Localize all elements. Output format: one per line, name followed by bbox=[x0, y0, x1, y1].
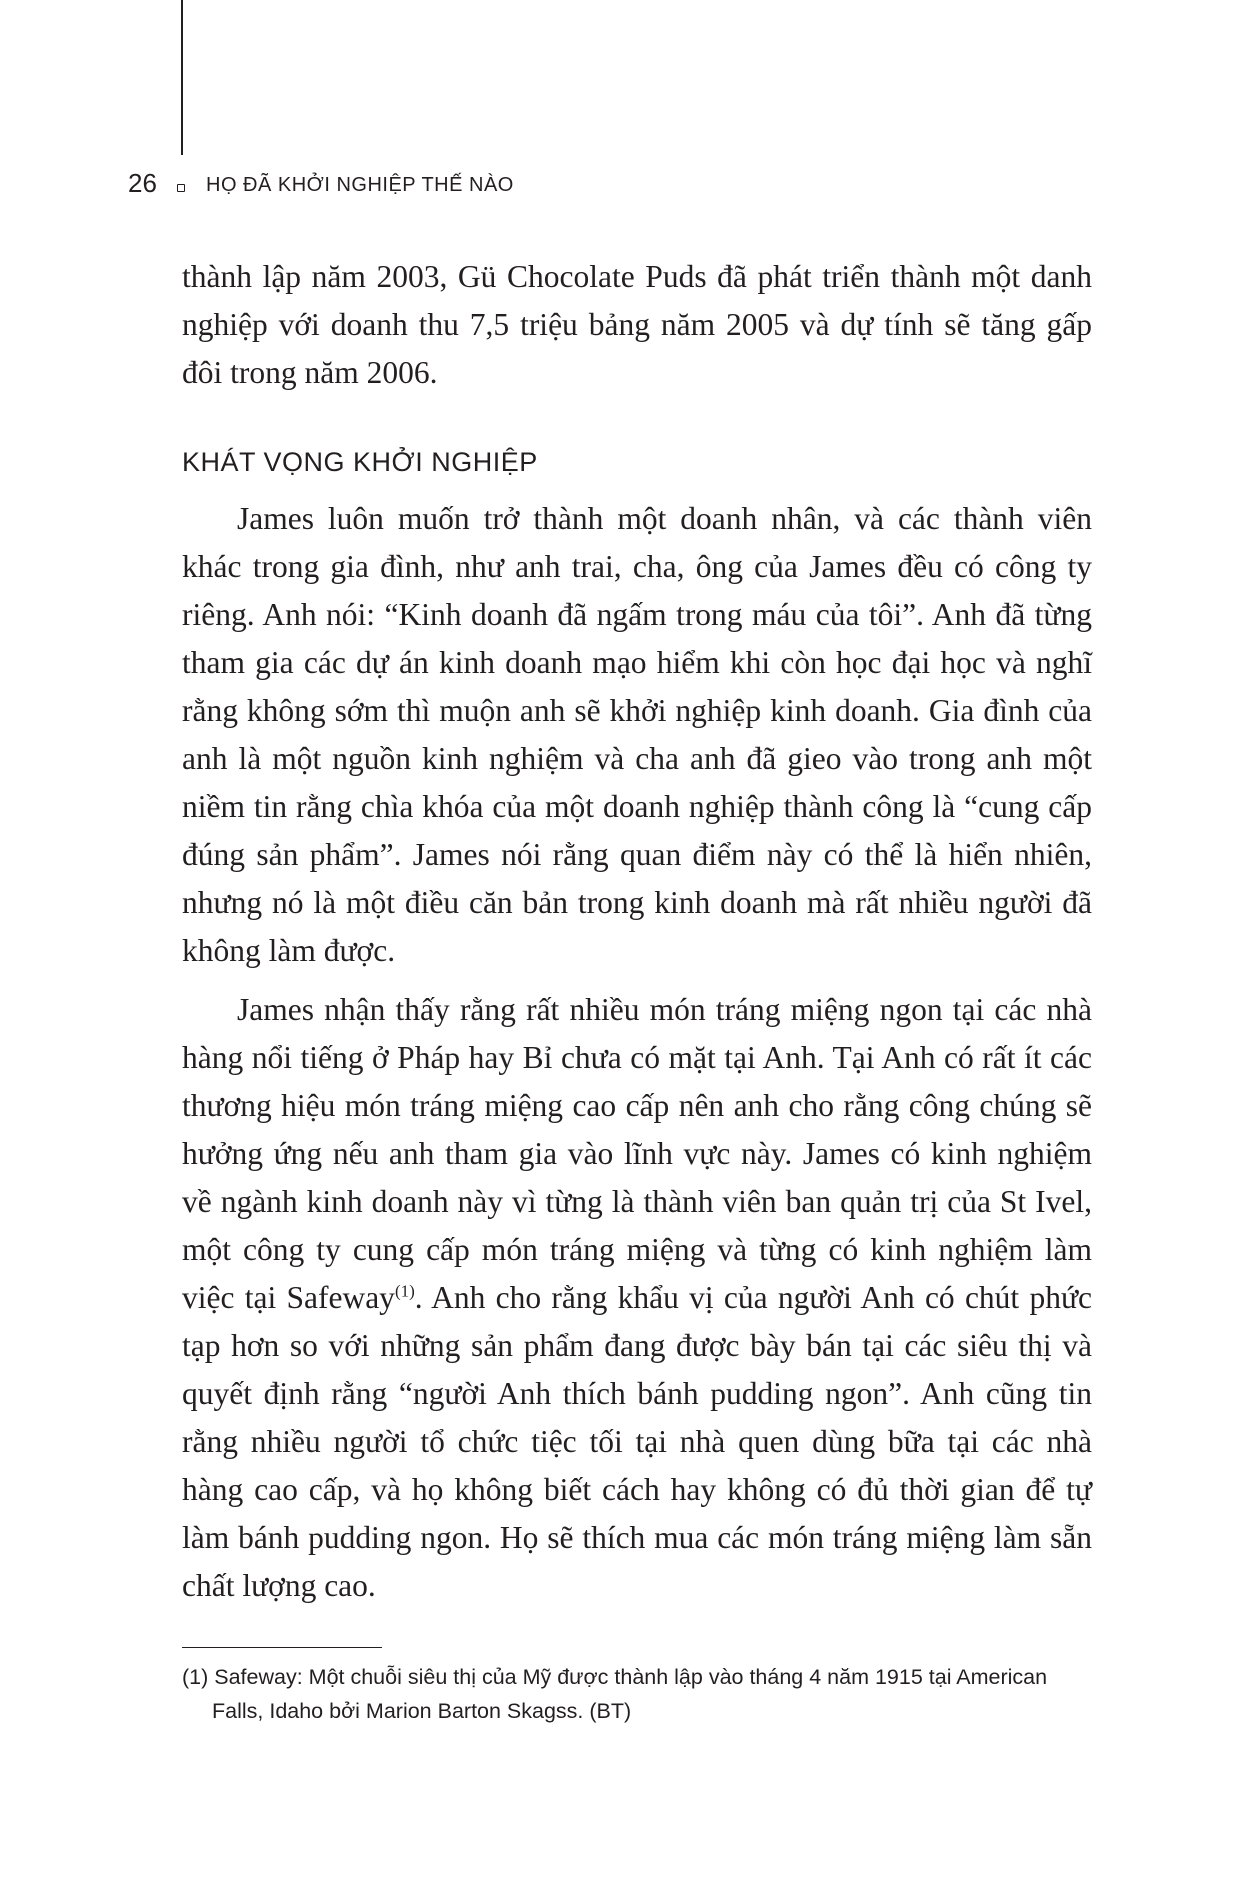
paragraph-2-text-b: . Anh cho rằng khẩu vị của người Anh có chút phức tạp hơn so với những sản phẩm đang được bày bán tại các siêu thị và quyết định rằng “người Anh thích bánh pudding ngon”. Anh cũng tin rằng nhiều người tổ chức tiệc tối tại nhà quen dùng bữa tại các nhà hàng cao cấp, và họ không biết cách hay không có đủ thời gian để tự làm bánh pudding ngon. Họ sẽ thích mua các món tráng miệng làm sẵn chất lượng cao. bbox=[182, 1280, 1092, 1603]
footnote: (1) Safeway: Một chuỗi siêu thị của Mỹ được thành lập vào tháng 4 năm 1915 tại American Falls, Idaho bởi Marion Barton Skagss. (BT) bbox=[182, 1665, 1048, 1723]
paragraph-2 bbox=[182, 986, 1092, 1610]
intro-paragraph: thành lập năm 2003, Gü Chocolate Puds đã phát triển thành một danh nghiệp với doanh thu 7,5 triệu bảng năm 2005 và dự tính sẽ tăng gấp đôi trong năm 2006. bbox=[182, 259, 1092, 390]
footnote-divider bbox=[182, 1647, 382, 1648]
paragraph-2-text-a: James nhận thấy rằng rất nhiều món tráng miệng ngon tại các nhà hàng nổi tiếng ở Pháp hay Bỉ chưa có mặt tại Anh. Tại Anh có rất ít các thương hiệu món tráng miệng cao cấp nên anh cho rằng công chúng sẽ hưởng ứng nếu anh tham gia vào lĩnh vực này. James có kinh nghiệm về ngành kinh doanh này vì từng là thành viên ban quản trị của St Ivel, một công ty cung cấp món tráng miệng và từng có kinh nghiệm làm việc tại Safeway bbox=[182, 992, 1092, 1315]
running-title: HỌ ĐÃ KHỞI NGHIỆP THẾ NÀO bbox=[206, 174, 514, 196]
header-vertical-rule bbox=[181, 0, 183, 155]
section-heading: KHÁT VỌNG KHỞI NGHIỆP bbox=[182, 447, 538, 477]
page-number: 26 bbox=[128, 168, 157, 198]
header-rule-marker bbox=[177, 184, 185, 192]
body-text bbox=[182, 253, 1092, 1610]
footnote-reference[interactable]: (1) bbox=[394, 1281, 415, 1301]
paragraph-1: James luôn muốn trở thành một doanh nhân, và các thành viên khác trong gia đình, như anh trai, cha, ông của James đều có công ty riêng. Anh nói: “Kinh doanh đã ngấm trong máu của tôi”. Anh đã từng tham gia các dự án kinh doanh mạo hiểm khi còn học đại học và nghĩ rằng không sớm thì muộn anh sẽ khởi nghiệp kinh doanh. Gia đình của anh là một nguồn kinh nghiệm và cha anh đã gieo vào trong anh một niềm tin rằng chìa khóa của một doanh nghiệp thành công là “cung cấp đúng sản phẩm”. James nói rằng quan điểm này có thể là hiển nhiên, nhưng nó là một điều căn bản trong kinh doanh mà rất nhiều người đã không làm được. bbox=[182, 501, 1092, 968]
